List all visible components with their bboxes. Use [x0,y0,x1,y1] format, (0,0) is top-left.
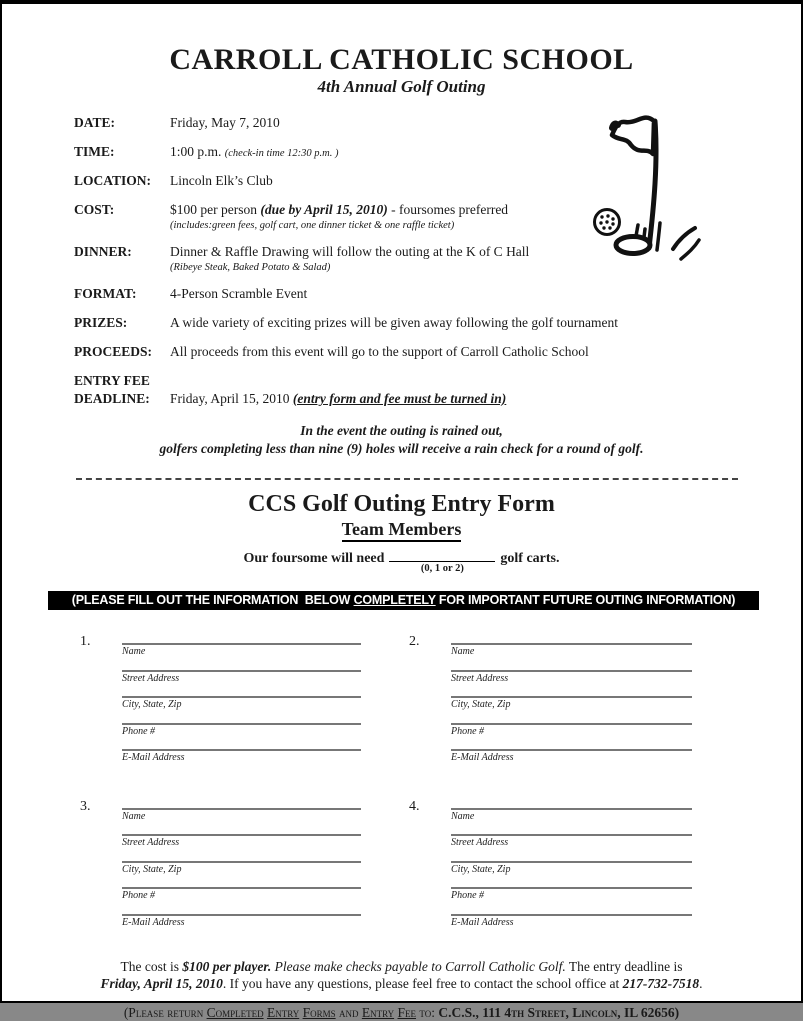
prizes-value: A wide variety of exciting prizes will be given away following the golf tournament [170,315,619,330]
info-row-prizes [74,314,634,332]
dinner-value: Dinner & Raffle Drawing will follow the outing at the K of C Hall (Ribeye Steak, Baked Potato & Salad) [170,243,634,274]
field-label: Street Address [451,672,509,684]
location-label: LOCATION: [74,173,152,188]
name-field [122,643,361,658]
field-label: Street Address [122,837,180,848]
return-address: C.C.S., 111 4th Street, Lincoln, IL 62656) [438,1005,680,1020]
fill-out-completely-banner: (PLEASE FILL OUT THE INFORMATION BELOW COMPLETELY FOR IMPORTANT FUTURE OUTING INFORMATION) [48,591,759,610]
player-fields [451,798,692,941]
player-number: 4. [409,798,420,814]
field-label: Phone # [122,890,156,901]
info-row-cost [74,201,634,232]
date-value: Friday, May 7, 2010 [170,115,280,130]
info-row-date [74,114,634,132]
player-block-2 [409,633,692,776]
dinner-label: DINNER: [74,244,132,259]
city-state-zip-field [122,696,361,711]
phone-field [122,887,361,902]
date-label: DATE: [74,115,116,130]
field-label: E-Mail Address [451,916,514,928]
field-label: City, State, Zip [122,699,182,710]
info-row-location [74,172,634,190]
entry-form-title: CCS Golf Outing Entry Form [248,491,555,517]
deadline-value: Friday, April 15, 2010 (entry form and fee must be turned in) [170,391,507,406]
street-address-field [122,670,361,685]
school-title: CARROLL CATHOLIC SCHOOL [169,43,634,76]
dashed-separator [76,478,738,480]
return-address-instruction: (Please return Completed Entry Forms and Entry Fee to: C.C.S., 111 4th Street, Lincoln, IL 62656) [123,1005,680,1020]
field-label: E-Mail Address [122,752,185,763]
checkin-note: (check-in time 12:30 p.m. ) [224,148,339,159]
field-label: E-Mail Address [451,752,514,763]
banner-underlined-word: COMPLETELY [353,593,436,607]
email-field [122,749,361,764]
field-label: Street Address [122,672,180,684]
field-label: Name [451,646,475,657]
name-field [451,643,692,658]
golf-flag-and-ball-icon [580,107,712,263]
street-address-field [122,834,361,849]
phone-field [451,723,692,738]
info-row-dinner [74,243,634,274]
field-label: City, State, Zip [451,863,511,875]
field-label: Name [451,810,475,822]
info-row-time [74,143,634,161]
field-label: E-Mail Address [122,916,185,928]
format-value: 4-Person Scramble Event [170,286,308,301]
team-members-grid [80,633,801,940]
field-label: Phone # [451,890,485,901]
proceeds-label: PROCEEDS: [74,344,153,359]
document-header [2,44,801,97]
carts-hint: (0, 1 or 2) [420,563,464,574]
cost-due-date: (due by April 15, 2010) [260,202,388,217]
cost-label: COST: [74,202,115,217]
time-value: 1:00 p.m. (check-in time 12:30 p.m. ) [170,144,339,159]
team-members-heading: Team Members [2,519,801,542]
player-number: 2. [409,634,420,649]
cost-includes-note: (includes:green fees, golf cart, one dinner ticket & one raffle ticket) [170,220,455,231]
payment-instructions [2,959,801,992]
deadline-note: (entry form and fee must be turned in) [292,391,507,406]
player-fields [122,798,361,941]
deadline-label: ENTRY FEE DEADLINE: [74,373,150,406]
email-field [451,749,692,764]
phone-field [122,723,361,738]
name-field [451,808,692,823]
field-label: Phone # [122,725,156,737]
field-label: City, State, Zip [451,699,511,710]
proceeds-value: All proceeds from this event will go to the support of Carroll Catholic School [170,344,589,359]
payment-line-2: Friday, April 15, 2010. If you have any questions, please feel free to contact the school office at 217-732-7518. [100,975,703,991]
field-label: Name [122,810,146,822]
field-label: Phone # [451,725,485,737]
player-number: 1. [80,634,91,649]
cost-value: $100 per person (due by April 15, 2010) - foursomes preferred (includes:green fees, golf cart, one dinner ticket & one raffle ticket) [170,201,634,232]
field-label: Name [122,646,146,657]
name-field [122,808,361,823]
city-state-zip-field [451,696,692,711]
city-state-zip-field [451,861,692,876]
player-block-3 [80,798,361,941]
rain-policy-note: In the event the outing is rained out, golfers completing less than nine (9) holes will receive a rain check for a round of golf. [159,423,644,456]
golf-carts-blank-field [389,549,495,574]
player-fields [451,633,692,776]
player-block-4 [409,798,692,941]
event-subtitle: 4th Annual Golf Outing [317,77,486,96]
payment-line-1: The cost is $100 per player. Please make checks payable to Carroll Catholic Golf. The entry deadline is [120,959,683,974]
info-row-format [74,285,634,303]
time-label: TIME: [74,144,115,159]
email-field [451,914,692,929]
field-label: City, State, Zip [122,863,182,875]
field-label: Street Address [451,837,509,848]
phone-field [451,887,692,902]
info-row-proceeds [74,343,634,361]
prizes-label: PRIZES: [74,315,128,330]
event-info-list [74,114,634,408]
dinner-menu-note: (Ribeye Steak, Baked Potato & Salad) [170,262,331,273]
city-state-zip-field [122,861,361,876]
street-address-field [451,670,692,685]
golf-carts-line: Our foursome will need (0, 1 or 2) golf carts. [243,551,560,574]
street-address-field [451,834,692,849]
player-number: 3. [80,798,91,814]
location-value: Lincoln Elk’s Club [170,173,273,188]
format-label: FORMAT: [74,286,137,301]
email-field [122,914,361,929]
player-fields [122,633,361,776]
player-block-1 [80,633,361,776]
info-row-deadline [74,372,634,408]
